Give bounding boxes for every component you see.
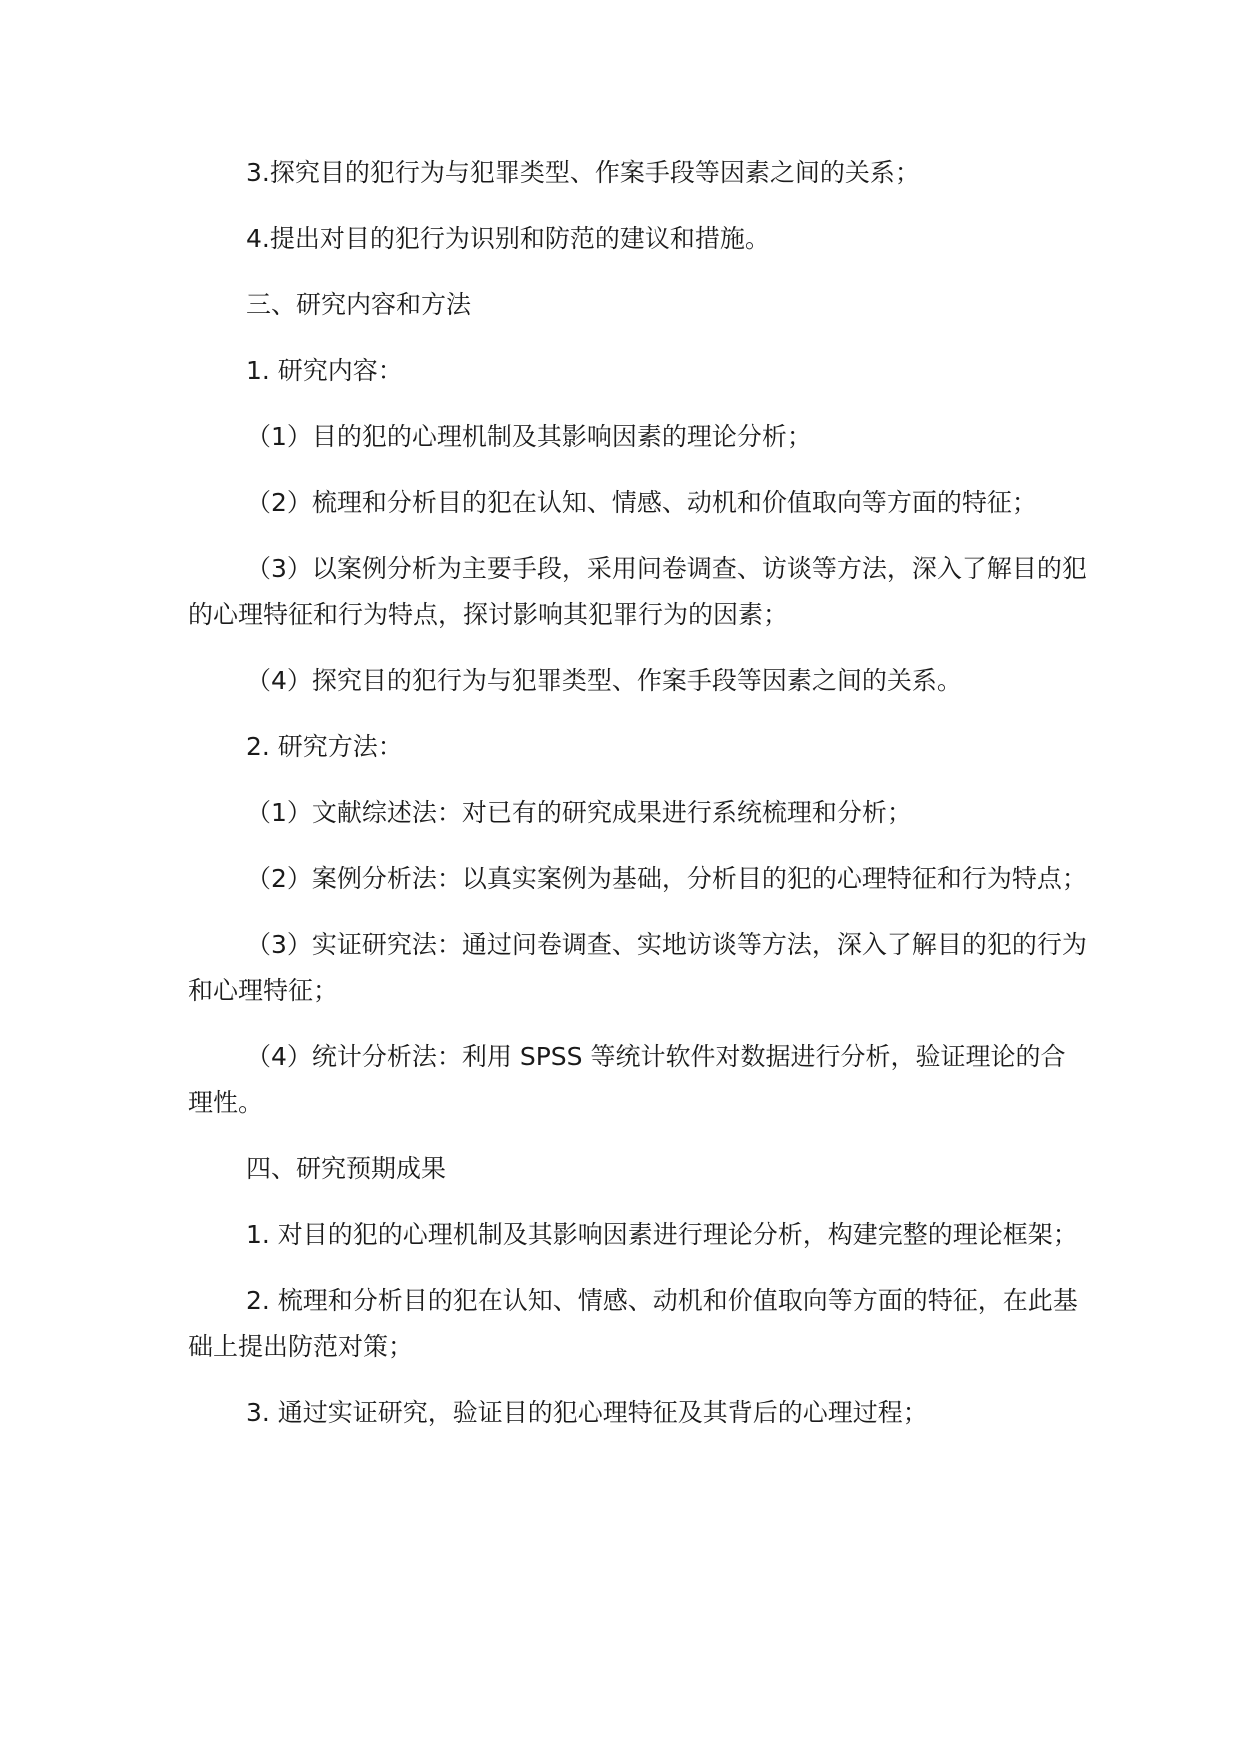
- method-item-3: （3）实证研究法：通过问卷调查、实地访谈等方法，深入了解目的犯的行为和心理特征；: [188, 930, 1087, 1005]
- section-heading-expected-results: 四、研究预期成果: [246, 1154, 447, 1183]
- result-item-1: 1. 对目的犯的心理机制及其影响因素进行理论分析，构建完整的理论框架；: [246, 1220, 1078, 1249]
- result-item-2: 2. 梳理和分析目的犯在认知、情感、动机和价值取向等方面的特征，在此基础上提出防范对策；: [188, 1286, 1078, 1361]
- section-heading-content-methods: 三、研究内容和方法: [246, 290, 472, 319]
- goal-item-3: 3.探究目的犯行为与犯罪类型、作案手段等因素之间的关系；: [246, 158, 920, 187]
- content-item-2: （2）梳理和分析目的犯在认知、情感、动机和价值取向等方面的特征；: [246, 488, 1037, 517]
- document-body: [188, 150, 1088, 1456]
- subheading-research-content: 1. 研究内容：: [246, 356, 403, 385]
- goal-item-4: 4.提出对目的犯行为识别和防范的建议和措施。: [246, 224, 770, 253]
- method-item-4: （4）统计分析法：利用 SPSS 等统计软件对数据进行分析，验证理论的合理性。: [188, 1042, 1066, 1117]
- result-item-3: 3. 通过实证研究，验证目的犯心理特征及其背后的心理过程；: [246, 1398, 928, 1427]
- method-item-2: （2）案例分析法：以真实案例为基础，分析目的犯的心理特征和行为特点；: [246, 864, 1087, 893]
- content-item-4: （4）探究目的犯行为与犯罪类型、作案手段等因素之间的关系。: [246, 666, 962, 695]
- content-item-1: （1）目的犯的心理机制及其影响因素的理论分析；: [246, 422, 812, 451]
- content-item-3: （3）以案例分析为主要手段，采用问卷调查、访谈等方法，深入了解目的犯的心理特征和行为特点，探讨影响其犯罪行为的因素；: [188, 554, 1087, 629]
- method-item-1: （1）文献综述法：对已有的研究成果进行系统梳理和分析；: [246, 798, 912, 827]
- subheading-research-methods: 2. 研究方法：: [246, 732, 403, 761]
